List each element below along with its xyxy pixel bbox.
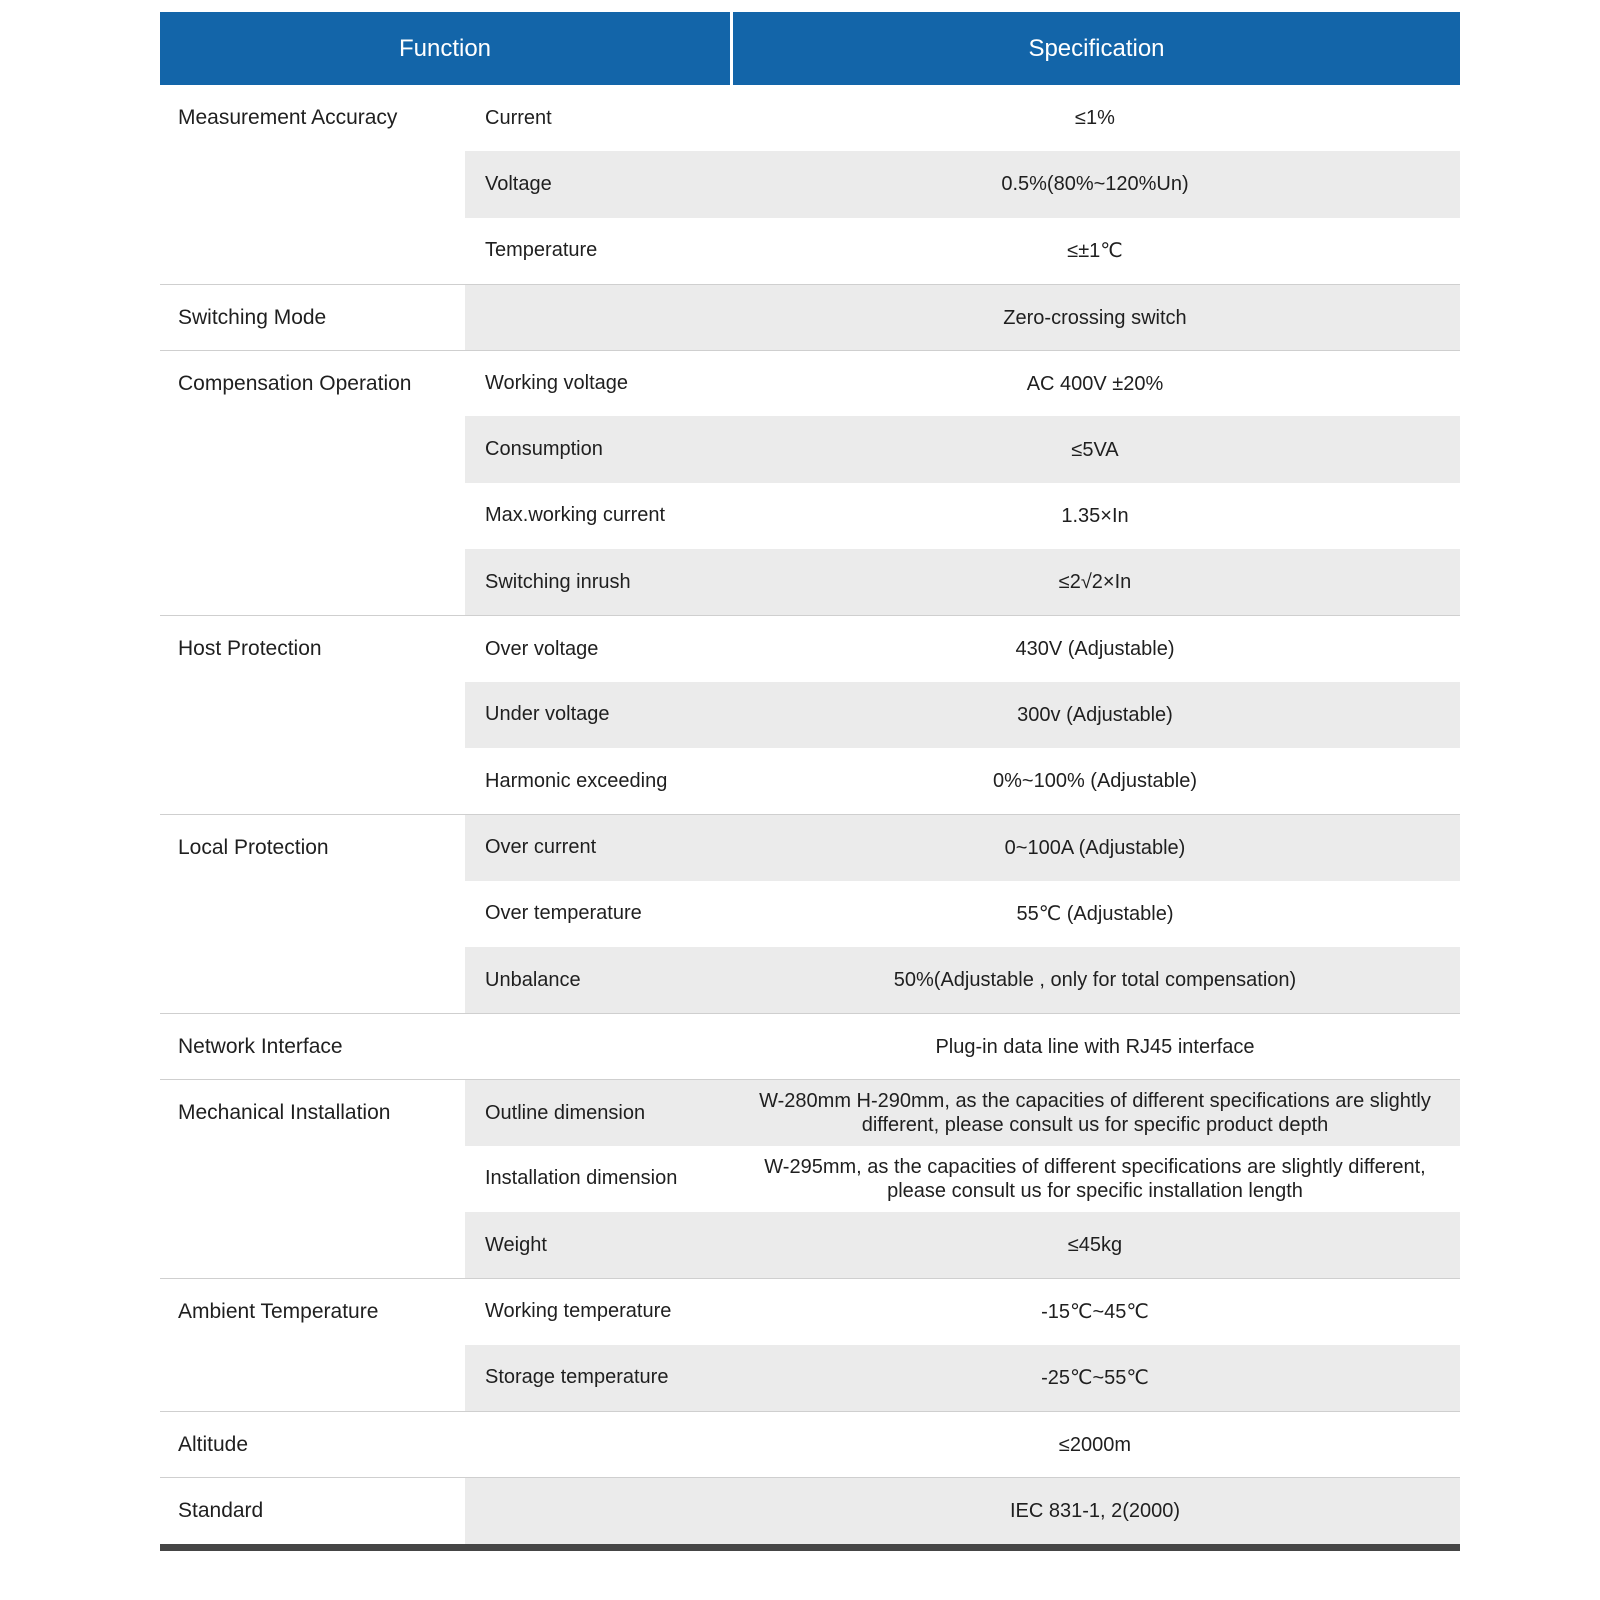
table-row [160,1013,1460,1079]
table-bottom-border [160,1544,1460,1551]
function-group-label [160,549,465,615]
function-group-label [160,416,465,482]
table-row [160,350,1460,416]
function-group-label [160,1146,465,1212]
header-function: Function [160,12,730,85]
function-sub-label [465,1478,730,1543]
table-row [160,615,1460,681]
function-sub-label: Under voltage [465,682,730,748]
function-sub-label: Installation dimension [485,1167,678,1190]
spec-value: W-295mm, as the capacities of different specifications are slightly different, please consult us for specific installation length [764,1155,1426,1202]
function-group-label: Host Protection [178,637,322,661]
spec-value: ≤2000m [1058,1433,1132,1456]
function-sub-label: Unbalance [465,947,730,1013]
spec-value: 55℃ (Adjustable) [1016,902,1174,925]
function-group-label: Altitude [178,1432,249,1456]
table-row [160,416,1460,482]
table-row [160,881,1460,947]
function-sub-label: Voltage [465,151,730,217]
function-group-label: Network Interface [178,1034,343,1058]
function-sub-label [465,285,730,350]
function-group-label: Ambient Temperature [178,1299,379,1323]
spec-value: IEC 831-1, 2(2000) [730,1478,1460,1543]
table-row [160,218,1460,284]
specification-table [160,12,1460,1551]
function-sub-label: Working temperature [485,1300,672,1323]
table-row [160,1477,1460,1543]
table-row [160,1278,1460,1344]
spec-value: 50%(Adjustable , only for total compensation) [730,947,1460,1013]
function-group-label: Standard [178,1498,264,1522]
function-sub-label: Current [485,106,552,129]
function-sub-label: Max.working current [485,504,666,527]
spec-value: Plug-in data line with RJ45 interface [935,1035,1255,1058]
table-row [160,483,1460,549]
table-row [160,1146,1460,1212]
spec-value: 0.5%(80%~120%Un) [730,151,1460,217]
function-group-label [160,682,465,748]
function-sub-label: Consumption [465,416,730,482]
function-group-label [160,483,465,549]
function-sub-label: Storage temperature [465,1345,730,1411]
function-group-label: Measurement Accuracy [178,106,398,130]
spec-value: ≤1% [1075,107,1115,130]
spec-value: 0~100A (Adjustable) [730,815,1460,880]
spec-value: W-280mm H-290mm, as the capacities of different specifications are slightly different, please consult us for specific product depth [730,1080,1460,1145]
function-sub-label: Over voltage [485,637,599,660]
function-group-label [160,218,465,284]
spec-value: -25℃~55℃ [730,1345,1460,1411]
spec-value: ≤±1℃ [1067,239,1123,262]
function-group-label [160,151,465,217]
function-group-label [160,1212,465,1278]
function-sub-label: Outline dimension [465,1080,730,1145]
table-row [160,1079,1460,1145]
function-group-label: Switching Mode [178,305,327,329]
table-header [160,12,1460,85]
spec-value: Zero-crossing switch [730,285,1460,350]
table-row [160,1411,1460,1477]
spec-value: ≤5VA [730,416,1460,482]
function-group-label [160,1345,465,1411]
spec-value: ≤2√2×In [730,549,1460,615]
header-specification: Specification [733,12,1460,85]
table-row [160,85,1460,151]
spec-value: -15℃~45℃ [1041,1300,1149,1323]
function-sub-label: Weight [465,1212,730,1278]
function-sub-label: Temperature [485,239,598,262]
function-group-label [160,881,465,947]
spec-value: AC 400V ±20% [1026,372,1164,395]
function-group-label: Local Protection [178,835,329,859]
function-group-label: Mechanical Installation [178,1101,391,1125]
spec-value: 300v (Adjustable) [730,682,1460,748]
function-sub-label [465,1014,730,1079]
spec-value: 1.35×In [1061,504,1129,527]
spec-value: 430V (Adjustable) [1015,638,1175,661]
table-row [160,748,1460,814]
table-row [160,1345,1460,1411]
table-row [160,1212,1460,1278]
spec-value: 0%~100% (Adjustable) [992,770,1197,793]
function-group-label [160,947,465,1013]
function-group-label: Compensation Operation [178,371,412,395]
table-row [160,549,1460,615]
table-row [160,947,1460,1013]
function-sub-label: Switching inrush [465,549,730,615]
table-row [160,682,1460,748]
table-row [160,284,1460,350]
function-sub-label [465,1412,730,1477]
function-sub-label: Harmonic exceeding [485,769,668,792]
spec-value: ≤45kg [730,1212,1460,1278]
function-sub-label: Over temperature [485,902,642,925]
function-sub-label: Over current [465,815,730,880]
table-row [160,814,1460,880]
table-row [160,151,1460,217]
function-sub-label: Working voltage [485,372,629,395]
function-group-label [160,748,465,814]
